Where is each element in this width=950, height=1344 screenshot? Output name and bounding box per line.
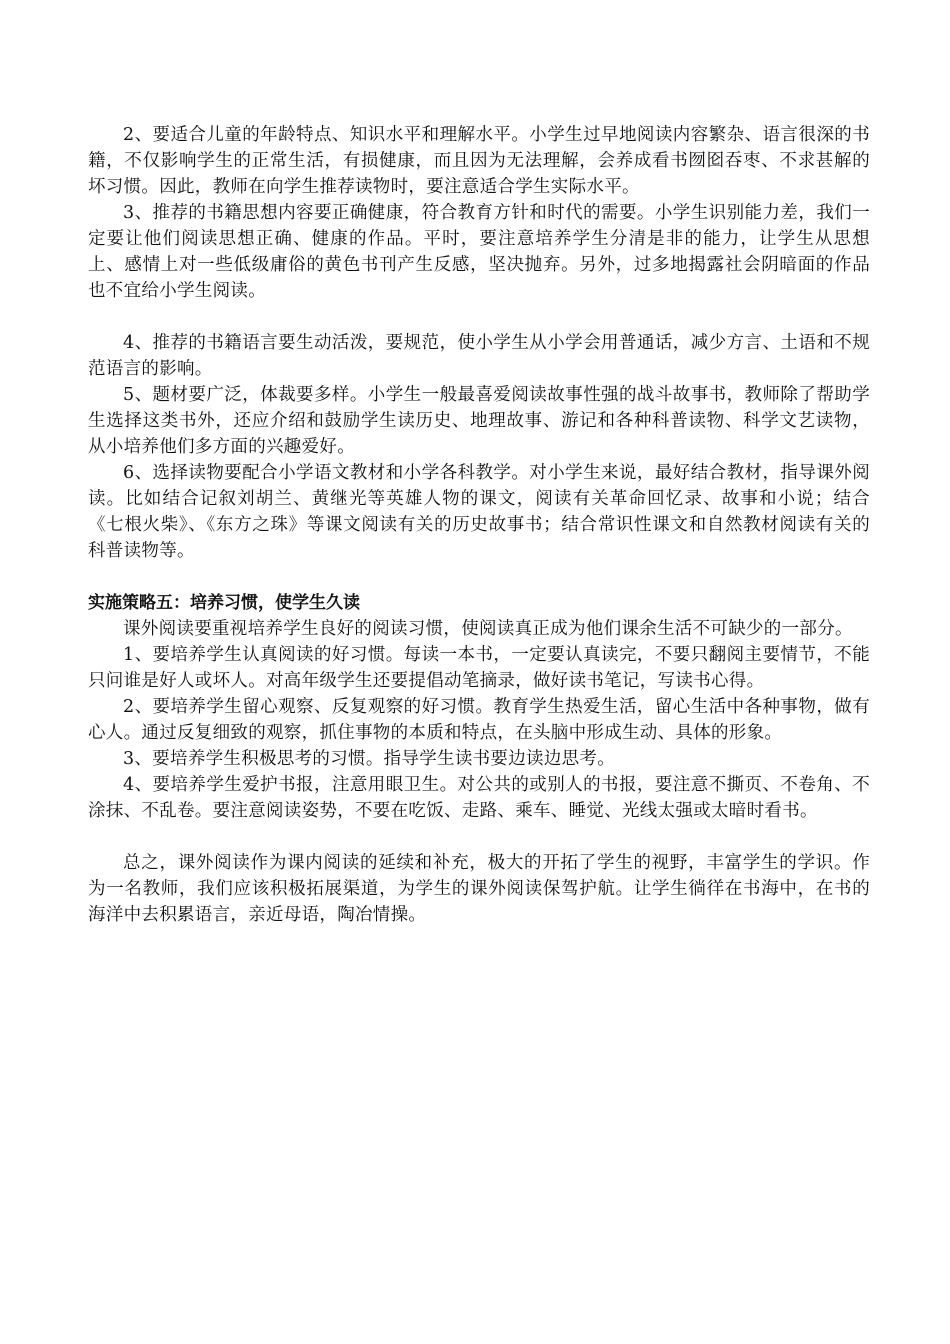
paragraph-habit-4: 4、要培养学生爱护书报，注意用眼卫生。对公共的或别人的书报，要注意不撕页、不卷角、不涂抹、不乱卷。要注意阅读姿势，不要在吃饭、走路、乘车、睡觉、光线太强或太暗时看书。 (88, 775, 870, 821)
paragraph-language: 4、推荐的书籍语言要生动活泼，要规范，使小学生从小学会用普通话，减少方言、土语和不规范语言的影响。 (88, 333, 870, 379)
paragraph-habit-2: 2、要培养学生留心观察、反复观察的好习惯。教育学生热爱生活，留心生活中各种事物，做有心人。通过反复细致的观察，抓住事物的本质和特点，在头脑中形成生动、具体的形象。 (88, 697, 870, 743)
paragraph-conclusion: 总之，课外阅读作为课内阅读的延续和补充，极大的开拓了学生的视野，丰富学生的学识。作为一名教师，我们应该积极拓展渠道，为学生的课外阅读保驾护航。让学生徜徉在书海中，在书的海洋中去积累语言，亲近母语，陶冶情操。 (88, 853, 870, 925)
paragraph-habit-intro: 课外阅读要重视培养学生良好的阅读习惯，使阅读真正成为他们课余生活不可缺少的一部分。 (123, 619, 853, 639)
document-page (88, 122, 870, 928)
paragraph-healthy-content: 3、推荐的书籍思想内容要正确健康，符合教育方针和时代的需要。小学生识别能力差，我们一定要让他们阅读思想正确、健康的作品。平时，要注意培养学生分清是非的能力，让学生从思想上、感情上对一些低级庸俗的黄色书刊产生反感，坚决抛弃。另外，过多地揭露社会阴暗面的作品也不宜给小学生阅读。 (88, 203, 870, 301)
paragraph-spacer (88, 564, 870, 590)
paragraph-suitability: 2、要适合儿童的年龄特点、知识水平和理解水平。小学生过早地阅读内容繁杂、语言很深的书籍，不仅影响学生的正常生活，有损健康，而且因为无法理解，会养成看书囫囵吞枣、不求甚解的坏习惯。因此，教师在向学生推荐读物时，要注意适合学生实际水平。 (88, 125, 870, 197)
paragraph-spacer (88, 824, 870, 850)
paragraph-habit-3: 3、要培养学生积极思考的习惯。指导学生读书要边读边思考。 (123, 749, 616, 769)
paragraph-variety: 5、题材要广泛，体裁要多样。小学生一般最喜爱阅读故事性强的战斗故事书，教师除了帮助学生选择这类书外，还应介绍和鼓励学生读历史、地理故事、游记和各种科普读物、科学文艺读物，从小培养他们多方面的兴趣爱好。 (88, 385, 870, 457)
paragraph-curriculum: 6、选择读物要配合小学语文教材和小学各科教学。对小学生来说，最好结合教材，指导课外阅读。比如结合记叙刘胡兰、黄继光等英雄人物的课文，阅读有关革命回忆录、故事和小说；结合《七根火柴》、《东方之珠》等课文阅读有关的历史故事书；结合常识性课文和自然教材阅读有关的科普读物等。 (88, 463, 870, 561)
paragraph-spacer (88, 304, 870, 330)
paragraph-habit-1: 1、要培养学生认真阅读的好习惯。每读一本书，一定要认真读完，不要只翻阅主要情节，不能只问谁是好人或坏人。对高年级学生还要提倡动笔摘录，做好读书笔记，写读书心得。 (88, 645, 870, 691)
section-heading: 实施策略五：培养习惯，使学生久读 (88, 593, 360, 613)
